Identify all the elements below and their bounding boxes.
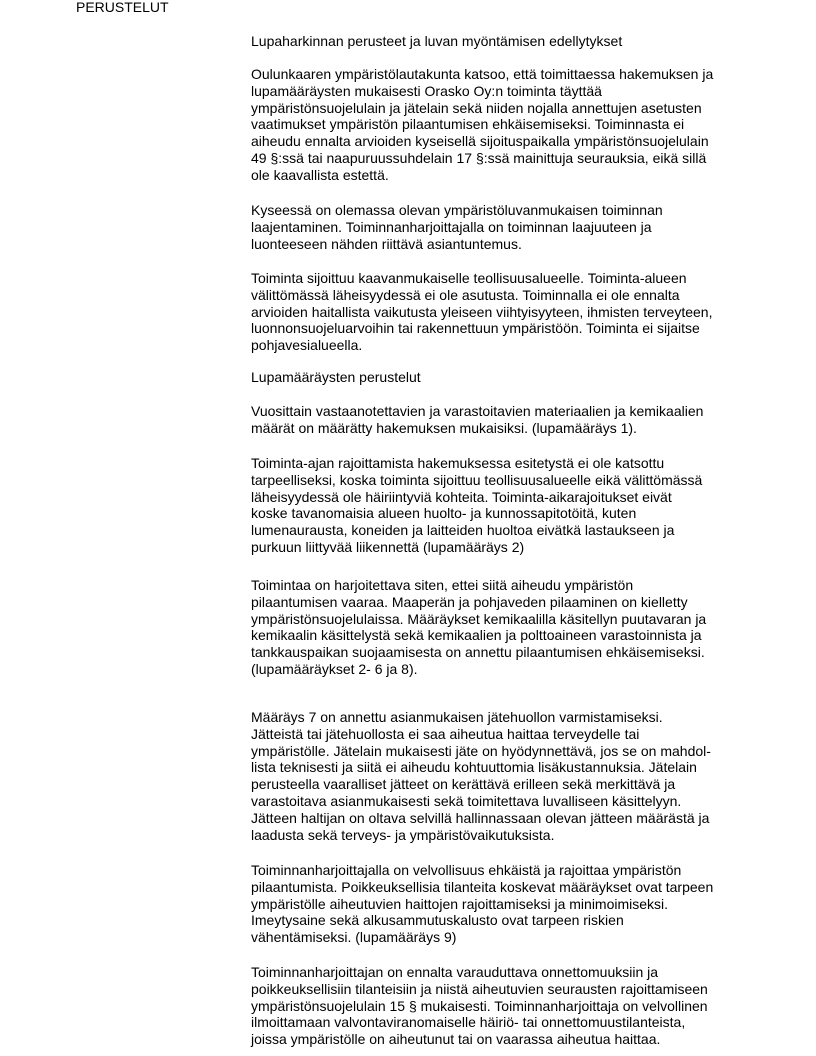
text-line: välittömässä läheisyydessä ei ole asutusta. Toiminnalla ei ole ennalta [251,286,680,303]
text-line: pilaantumisen vaaraa. Maaperän ja pohjaveden pilaaminen on kielletty [251,593,688,610]
text-line: määrät on määrätty hakemuksen mukaisiksi. (lupamääräys 1). [251,419,637,436]
text-line: arvioiden haitallista vaikutusta yleiseen viihtyisyyteen, ihmisten terveyteen, [251,303,713,320]
text-line: läheisyydessä ole häiriintyviä kohteita. Toiminta-aikarajoitukset eivät [251,488,672,505]
paragraph [251,964,791,1048]
text-line: Toiminnanharjoittajan on ennalta varauduttava onnettomuuksiin ja [251,964,659,980]
text-line: Oulunkaaren ympäristölautakunta katsoo, että toimittaessa hakemuksen ja [251,66,714,82]
text-line: lista teknisesti ja siitä ei aiheudu kohtuuttomia lisäkustannuksia. Jätelain [251,759,697,776]
section-label: PERUSTELUT [76,0,169,15]
paragraph [251,862,791,946]
text-line: lumenaurausta, koneiden ja laitteiden huoltoa eivätkä lastaukseen ja [251,522,675,539]
text-line: kemikaalin käsittelystä sekä kemikaalien ja polttoaineen varastoinnista ja [251,627,702,644]
text-line: (lupamääräykset 2- 6 ja 8). [251,660,418,677]
text-line: Kyseessä on olemassa olevan ympäristöluvanmukaisen toiminnan [251,202,663,218]
text-line: lupamääräysten mukaisesti Orasko Oy:n toiminta täyttää [251,82,602,99]
text-line: Imeytysaine sekä alkusammutuskalusto ovat tarpeen riskien [251,912,624,929]
text-line: Määräys 7 on annettu asianmukaisen jätehuollon varmistamiseksi. [251,709,663,725]
text-line: ympäristölle. Jätelain mukaisesti jäte on hyödynnettävä, jos se on mahdol- [251,742,711,759]
text-line: poikkeuksellisiin tilanteisiin ja niistä aiheutuvien seurausten rajoittamiseen [251,980,708,997]
text-line: purkuun liittyvää liikennettä (lupamääräys 2) [251,538,525,555]
paragraph [251,577,791,678]
paragraph [251,455,791,556]
text-line: ole kaavallista estettä. [251,166,389,183]
subheading-lupamaaraysten-perustelut [251,369,791,386]
text-line: vaatimukset ympäristön pilaantumisen ehkäisemiseksi. Toiminnasta ei [251,116,685,133]
text-line: joissa ympäristölle on aiheutunut tai on vaarassa aiheutua haittaa. [251,1031,661,1048]
text-line: Toiminnanharjoittajalla on velvollisuus ehkäistä ja rajoittaa ympäristön [251,862,682,878]
text-line: Toimintaa on harjoitettava siten, ettei siitä aiheudu ympäristön [251,577,634,593]
text-line: koske tavanomaisia alueen huolto- ja kunnossapitotöitä, kuten [251,505,637,522]
text-line: luonnonsuojeluarvoihin tai rakennettuun ympäristöön. Toiminta ei sijaitse [251,320,700,337]
subheading-lupaharkinta [251,33,791,50]
text-line: tarpeelliseksi, koska toiminta sijoittuu teollisuusalueelle eikä välittömässä [251,471,703,488]
text-line: ympäristönsuojelulain ja jätelain sekä niiden nojalla annettujen asetusten [251,99,702,116]
paragraph [251,270,791,354]
text-line: Jätteistä tai jätehuollosta ei saa aiheutua haittaa terveydelle tai [251,725,640,742]
paragraph [251,403,791,437]
text-line: ympäristönsuojelulain 15 § mukaisesti. Toiminnanharjoittaja on velvollinen [251,997,708,1014]
text-line: vähentämiseksi. (lupamääräys 9) [251,929,457,946]
text-line: Lupaharkinnan perusteet ja luvan myöntämisen edellytykset [251,33,623,49]
text-line: Lupamääräysten perustelut [251,369,421,385]
text-line: Jätteen haltijan on oltava selvillä hallinnassaan olevan jätteen määrästä ja [251,809,710,826]
text-line: Toiminta-ajan rajoittamista hakemuksessa esitetystä ei ole katsottu [251,455,665,471]
paragraph [251,66,791,184]
text-line: Toiminta sijoittuu kaavanmukaiselle teollisuusalueelle. Toiminta-alueen [251,270,687,286]
paragraph [251,709,791,843]
text-line: laadusta sekä terveys- ja ympäristövaikutuksista. [251,826,555,843]
text-line: pilaantumista. Poikkeuksellisia tilanteita koskevat määräykset ovat tarpeen [251,878,714,895]
text-line: laajentaminen. Toiminnanharjoittajalla on toiminnan laajuuteen ja [251,218,652,235]
text-line: varastoitava asianmukaisesti sekä toimitettava luvalliseen käsittelyyn. [251,792,682,809]
text-line: tankkauspaikan suojaamisesta on annettu pilaantumisen ehkäisemiseksi. [251,644,705,661]
text-line: aiheudu ennalta arvioiden kyseisellä sijoituspaikalla ympäristönsuojelulain [251,133,709,150]
text-line: luonteeseen nähden riittävä asiantuntemus. [251,235,522,252]
text-line: ympäristölle aiheutuvien haittojen rajoittamiseksi ja minimoimiseksi. [251,895,669,912]
text-line: ympäristönsuojelulaissa. Määräykset kemikaalilla käsitellyn puutavaran ja [251,610,707,627]
text-line: Vuosittain vastaanotettavien ja varastoitavien materiaalien ja kemikaalien [251,403,704,419]
paragraph [251,202,791,252]
text-line: perusteella vaaralliset jätteet on kerättävä erilleen sekä merkittävä ja [251,776,676,793]
text-line: pohjavesialueella. [251,337,363,354]
text-line: 49 §:ssä tai naapuruussuhdelain 17 §:ssä mainittuja seurauksia, eikä sillä [251,149,707,166]
text-line: ilmoittamaan valvontaviranomaiselle häiriö- tai onnettomuustilanteista, [251,1014,686,1031]
